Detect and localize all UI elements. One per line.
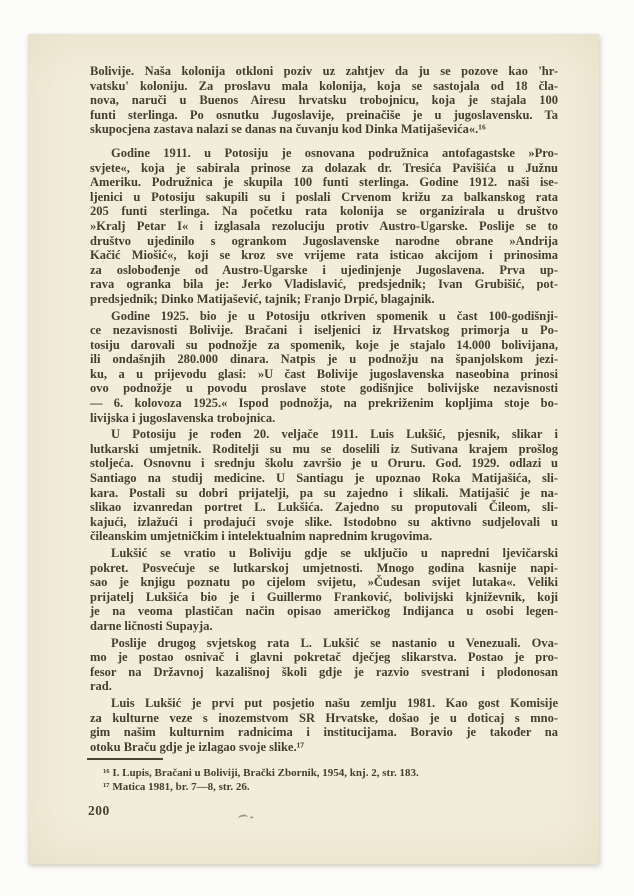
text-line: prijatelj Lukšića bio je i Guillermo Franković, bolivijski kjniževnik, koji (90, 589, 558, 604)
text-line: tosiju darovali su podnožje za spomenik, koje je stajalo 14.000 bolivijana, (90, 337, 558, 352)
text-line: čileanskim umjetničkim i intelektualnim naprednim krugovima. (90, 529, 433, 544)
text-line: slikao izvanredan portret L. Lukšića. Zajedno su proputovali Čileom, sli- (90, 500, 558, 515)
ink-smudge-mark (238, 814, 249, 822)
text-line: ili ondašnjih 280.000 dinara. Natpis je u podnožju na španjolskom jezi- (90, 352, 558, 367)
text-line: otoku Braču gdje je izlagao svoje slike.¹⁷ (90, 739, 305, 754)
text-line: sao je knjigu poznatu po cijelom svijetu, »Čudesan svijet lutaka«. Veliki (90, 575, 558, 590)
text-line: stoljeća. Osnovnu i srednju školu završio je u Oruru. God. 1929. odlazi u (90, 456, 558, 471)
text-line: livijska i jugoslavenska trobojnica. (90, 410, 276, 425)
text-line: »Kralj Petar I« i izglasala rezoluciju protiv Austro-Ugarske. Poslije se to (90, 218, 558, 233)
text-line: ljenici u Potosiju sakupili su i poslali Crvenom križu za balkanskog rata (90, 189, 558, 204)
paragraph (90, 636, 558, 694)
text-line: Lukšić se vratio u Boliviju gdje se uključio u napredni ljevičarski (111, 546, 558, 560)
text-line: ku, a u prijevodu glasi: »U čast Bolivije jugoslavenska naseobina prinosi (90, 366, 558, 381)
text-line: rava ogranka bila je: Jerko Vladislavić, predsjednik; Ivan Grubišić, pot- (90, 277, 558, 292)
ink-smudge-dot (250, 816, 253, 818)
text-line: kajući, izlažući i prodajući svoje slike. Istodobno su aktivno sudjelovali u (90, 514, 558, 529)
footnote-separator-rule (87, 758, 163, 760)
text-line: ovo podnožje u povodu proslave stote godišnjice bolivijske nezavisnosti (90, 381, 558, 396)
body-text (90, 64, 558, 754)
paragraph (90, 146, 558, 307)
text-line: Santiago na studij medicine. U Santiagu je upoznao Roka Matijašića, sli- (90, 471, 558, 486)
text-line: 205 funti sterlinga. Na početku rata kolonija se organizirala u društvo (90, 204, 558, 219)
text-line: funti sterlinga. Po osnutku Jugoslavije, preinačiše je u jugoslavensku. Ta (90, 107, 558, 122)
footnote: ¹⁶ I. Lupis, Bračani u Boliviji, Brački Zbornik, 1954, knj. 2, str. 183. (103, 767, 419, 779)
text-line: mo je postao osnivač i glavni pokretač dječjeg slikarstva. Postao je pro- (90, 650, 558, 665)
text-line: — 6. kolovoza 1925.« Ispod podnožja, na prekriženim kopljima stoje bo- (90, 396, 558, 411)
text-line: Godine 1925. bio je u Potosiju otkriven spomenik u čast 100-godišnji- (111, 308, 558, 323)
text-line: Poslije drugog svjetskog rata L. Lukšić se nastanio u Venezuali. Ova- (111, 635, 558, 650)
text-line: U Potosiju je rođen 20. veljače 1911. Luis Lukšić, pjesnik, slikar i (111, 427, 558, 442)
text-line: svjete«, koja je sabirala prinose za dolazak dr. Tresića Pavišića u Južnu (90, 160, 558, 175)
text-line: skupocjena zastava nalazi se danas na čuvanju kod Dinka Matijaševića«.¹⁶ (90, 122, 486, 137)
text-line: predsjednik; Dinko Matijašević, tajnik; Franjo Drpić, blagajnik. (90, 291, 435, 306)
text-line: je na veoma plastičan način opisao američkog Indijanca u osobi legen- (90, 604, 558, 619)
text-line: vatsku' koloniju. Za proslavu mala kolonija, koja se sastojala od 18 čla- (90, 78, 558, 93)
text-line: Bolivije. Naša kolonija otkloni poziv uz zahtjev da ju se pozove kao 'hr- (90, 64, 558, 78)
ink-smudge (237, 811, 256, 822)
paragraph (90, 546, 558, 634)
text-line: nova, naruči u Buenos Airesu hrvatsku trobojnicu, koja je stajala 100 (90, 93, 558, 108)
paragraph (90, 427, 558, 544)
paragraph (90, 64, 558, 137)
text-line: darne ličnosti Supayja. (90, 618, 213, 633)
text-line: pokret. Posvećuje se lutkarskoj umjetnosti. Mnogo godina kasnije napi- (90, 560, 558, 575)
book-page (28, 34, 599, 864)
paragraph (90, 696, 558, 754)
text-line: Kačić Miošić«, koji se kroz sve vrijeme rata isticao akcijom i prinosima (90, 248, 558, 263)
text-line: fesor na Državnoj kazališnoj školi gdje je razvio svestrani i plodonosan (90, 664, 558, 679)
text-line: lutkarski umjetnik. Roditelji su mu se doselili iz Sutivana krajem prošlog (90, 441, 558, 456)
text-line: Luis Lukšić je prvi put posjetio našu zemlju 1981. Kao gost Komisije (111, 695, 558, 710)
text-line: ce nezavisnosti Bolivije. Bračani i iseljenici iz Hrvatskog primorja u Po- (90, 323, 558, 338)
footnotes (90, 767, 558, 794)
page-number: 200 (88, 803, 110, 818)
text-line: rad. (90, 679, 112, 694)
text-line: za oslobođenje od Austro-Ugarske i ujedinjenje Jugoslavena. Prva up- (90, 262, 558, 277)
text-line: društvo ujedinilo s ogrankom Jugoslavenske narodne obrane »Andrija (90, 233, 558, 248)
paragraph (90, 309, 558, 426)
text-line: Godine 1911. u Potosiju je osnovana podružnica antofagastske »Pro- (111, 145, 558, 160)
text-line: za kulturne veze s inozemstvom SR Hrvatske, došao je u doticaj s mno- (90, 710, 558, 725)
text-line: Ameriku. Podružnica je skupila 100 funti sterlinga. Godine 1912. naši ise- (90, 175, 558, 190)
footnote: ¹⁷ Matica 1981, br. 7—8, str. 26. (103, 780, 250, 793)
text-line: gim našim kulturnim radnicima i institucijama. Boravio je također na (90, 725, 558, 740)
text-line: kara. Postali su dobri prijatelji, pa su zajedno i slikali. Matijašić je na- (90, 485, 558, 500)
